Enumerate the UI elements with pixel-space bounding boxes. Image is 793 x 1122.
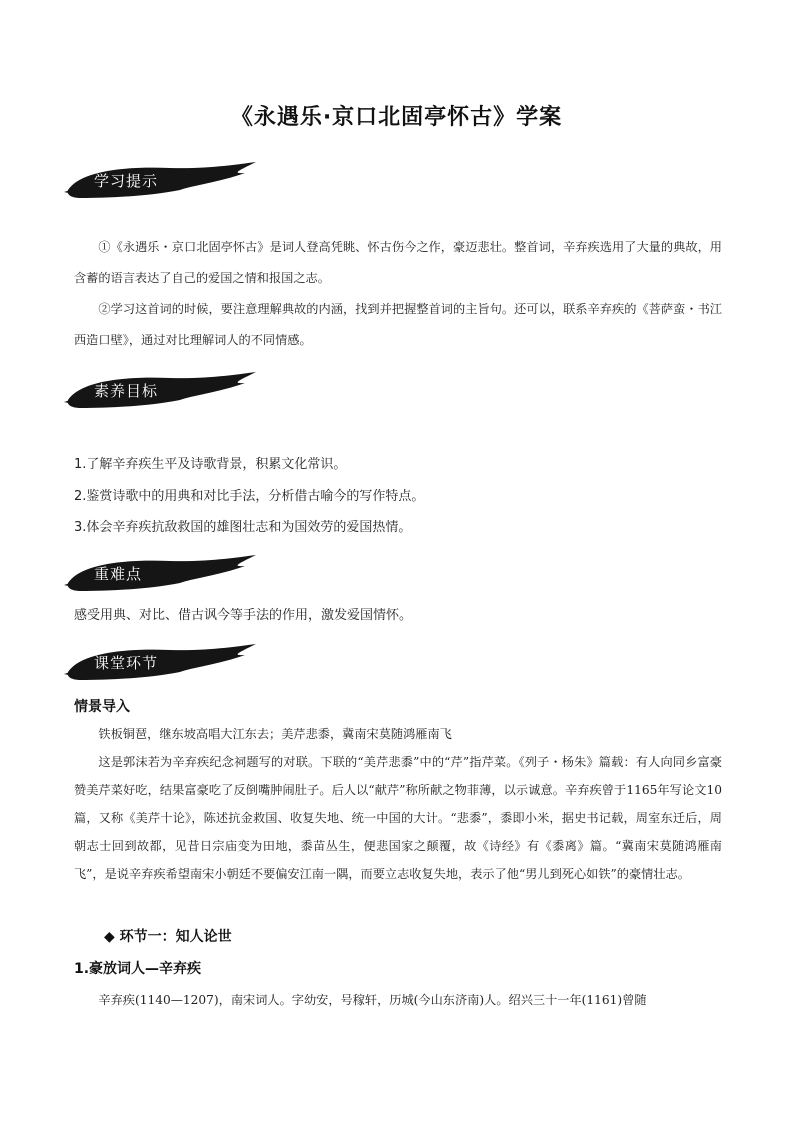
- banner-label: 素养目标: [94, 382, 159, 400]
- brush-stroke-icon: [60, 370, 260, 414]
- page-title: 《永遇乐·京口北固亭怀古》学案: [230, 105, 563, 130]
- brush-stroke-icon: [60, 642, 260, 686]
- poet-subheading: 1.豪放词人—辛弃疾: [74, 961, 202, 977]
- intro-heading: 情景导入: [74, 699, 130, 715]
- banner-label: 课堂环节: [94, 654, 159, 672]
- banner-label: 重难点: [94, 565, 143, 583]
- brush-stroke-icon: [60, 553, 260, 597]
- poet-paragraph: 辛弃疾(1140—1207)，南宋词人。字幼安，号稼轩，历城(今山东济南)人。绍兴三十一年(1161)曾随: [98, 993, 647, 1007]
- intro-paragraph: 这是郭沫若为辛弃疾纪念祠题写的对联。下联的“美芹悲黍”中的“芹”指芹菜。《列子・杨朱》篇载：有人向同乡富豪赞美芹菜好吃，结果富豪吃了反倒嘴肿闹肚子。后人以“献芹”称所献之物菲薄，以示诚意。辛弃疾曾于1165年写论文10篇，又称《美芹十论》，陈述抗金救国、收复失地、统一中国的大计。“悲黍”，黍即小米，据史书记载，周室东迁后，周朝志士回到故都，见昔日宗庙变为田地，黍苗丛生，便悲国家之颠覆，故《诗经》有《黍离》篇。“冀南宋莫随鸿雁南飞”，是说辛弃疾希望南宋小朝廷不要偏安江南一隅，而要立志收复失地，表示了他“男儿到死心如铁”的豪情壮志。: [74, 755, 722, 881]
- section-banner-key: [60, 553, 260, 597]
- tips-paragraph-2: ②学习这首词的时候，要注意理解典故的内涵，找到并把握整首词的主旨句。还可以，联系辛弃疾的《菩萨蛮・书江西造口壁》，通过对比理解词人的不同情感。: [74, 302, 722, 347]
- intro-couplet: 铁板铜琶，继东坡高唱大江东去；美芹悲黍，冀南宋莫随鸿雁南飞: [98, 727, 452, 741]
- banner-label: 学习提示: [94, 172, 159, 190]
- section-banner-goals: [60, 370, 260, 414]
- section-banner-tips: [60, 160, 260, 204]
- brush-stroke-icon: [60, 160, 260, 204]
- tips-paragraph-1: ①《永遇乐・京口北固亭怀古》是词人登高凭眺、怀古伤今之作，豪迈悲壮。整首词，辛弃疾选用了大量的典故，用含蓄的语言表达了自己的爱国之情和报国之志。: [74, 240, 722, 285]
- key-points-text: 感受用典、对比、借古讽今等手法的作用，激发爱国情怀。: [74, 608, 413, 623]
- goal-item-2: 2.鉴赏诗歌中的用典和对比手法，分析借古喻今的写作特点。: [74, 489, 425, 504]
- section-banner-class: [60, 642, 260, 686]
- goal-item-1: 1.了解辛弃疾生平及诗歌背景，积累文化常识。: [74, 457, 347, 472]
- goal-item-3: 3.体会辛弃疾抗敌救国的雄图壮志和为国效劳的爱国热情。: [74, 520, 412, 535]
- link-one-heading: ◆ 环节一：知人论世: [104, 929, 232, 945]
